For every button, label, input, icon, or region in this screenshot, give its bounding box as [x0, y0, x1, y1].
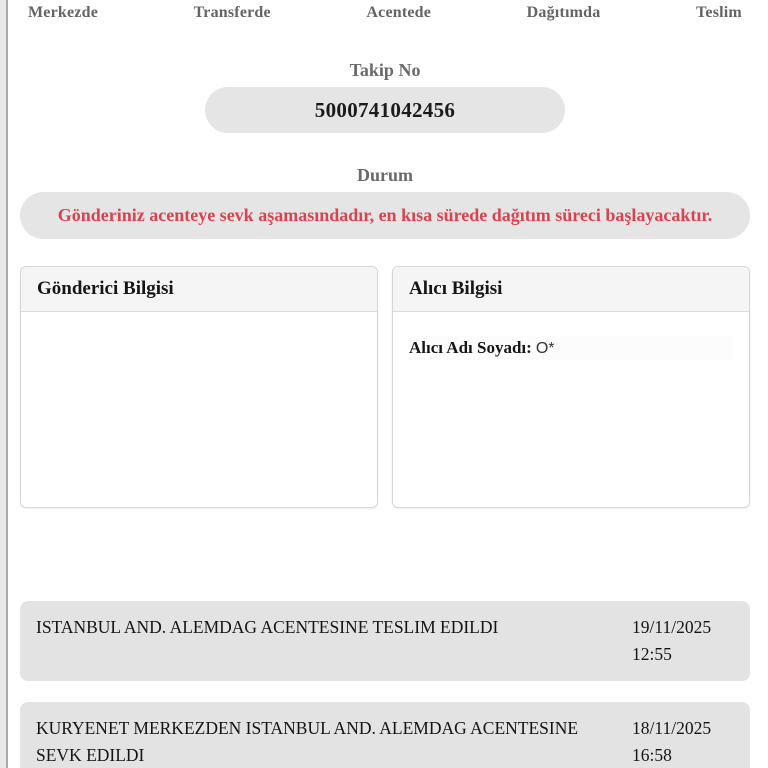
tracking-number-value: 5000741042456: [205, 87, 565, 133]
page-left-edge: [0, 0, 8, 768]
timeline-event-text: ISTANBUL AND. ALEMDAG ACENTESINE TESLIM EDILDI: [36, 617, 499, 637]
timeline-event-time: 16:58: [632, 745, 672, 765]
sender-info-card: [20, 266, 378, 508]
receiver-name-value: O*: [535, 340, 555, 357]
info-cards: [20, 266, 750, 508]
timeline-event-meta: [632, 715, 734, 768]
timeline-item: [20, 601, 750, 681]
timeline-event-text: KURYENET MERKEZDEN ISTANBUL AND. ALEMDAG ACENTESINE SEVK EDILDI: [36, 718, 579, 765]
step-merkezde: Merkezde: [28, 4, 99, 21]
movement-timeline: [20, 601, 750, 768]
step-acentede: Acentede: [366, 4, 432, 21]
step-dagitimda: Dağıtımda: [526, 4, 601, 21]
timeline-event-date: 18/11/2025: [632, 718, 712, 738]
status-message: Gönderiniz acenteye sevk aşamasındadır, en kısa sürede dağıtım süreci başlayacaktır.: [20, 192, 750, 239]
receiver-name-label: Alıcı Adı Soyadı:: [409, 338, 532, 357]
receiver-name-row: [409, 336, 733, 360]
receiver-card-body: [393, 312, 749, 384]
timeline-item: [20, 702, 750, 768]
receiver-card-title: Alıcı Bilgisi: [393, 267, 749, 312]
timeline-event-meta: [632, 614, 734, 668]
tracking-number-heading: Takip No: [349, 60, 421, 80]
status-heading: Durum: [356, 165, 413, 185]
sender-card-body: [21, 312, 377, 360]
receiver-info-card: [392, 266, 750, 508]
step-teslim: Teslim: [696, 4, 742, 21]
sender-card-title: Gönderici Bilgisi: [21, 267, 377, 312]
step-transferde: Transferde: [193, 4, 271, 21]
timeline-event-time: 12:55: [632, 644, 672, 664]
timeline-event-date: 19/11/2025: [632, 617, 712, 637]
progress-steps: [20, 4, 750, 22]
